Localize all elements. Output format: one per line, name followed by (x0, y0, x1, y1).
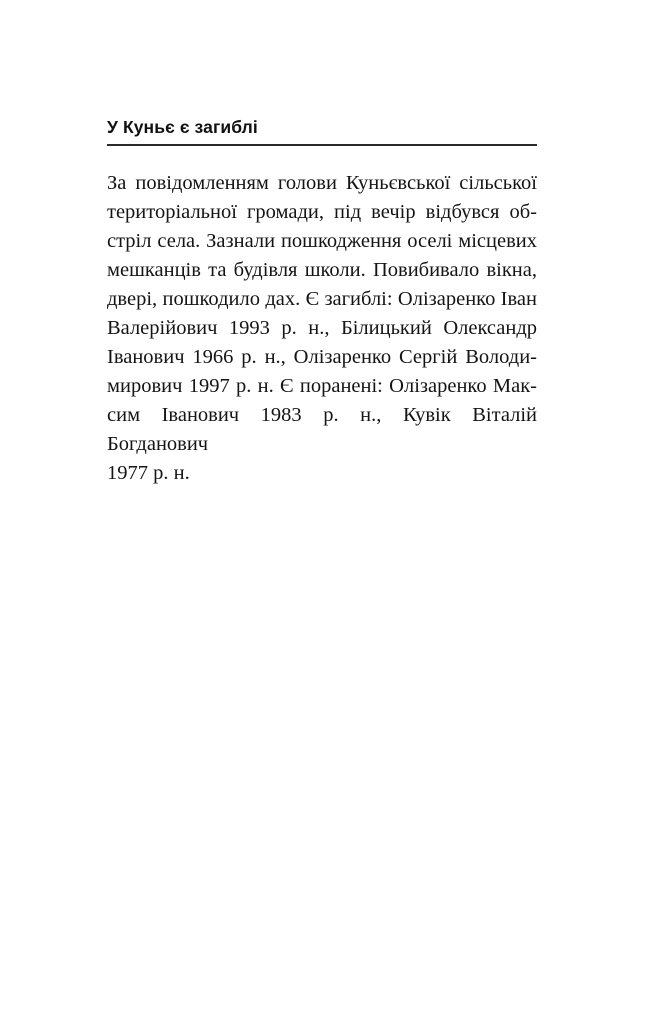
text-line: мешканців та будівля школи. Повибивало вікна, (107, 259, 537, 281)
text-line: територіальної громади, під вечір відбувся об- (107, 201, 537, 223)
text-line: сим Іванович 1983 р. н., Кувік Віталій Богданович (107, 404, 537, 455)
chapter-title: У Куньє є загиблі (107, 117, 258, 137)
text-line: стріл села. Зазнали пошкодження оселі місцевих (107, 230, 537, 252)
text-line: Валерійович 1993 р. н., Білицький Олександр (107, 317, 537, 339)
text-line: 1977 р. н. (107, 462, 190, 484)
text-line: Іванович 1966 р. н., Олізаренко Сергій Володи- (107, 346, 537, 368)
title-rule (107, 144, 537, 146)
text-line: За повідомленням голови Куньєвської сільської (107, 172, 537, 194)
article-paragraph (107, 169, 537, 488)
text-line: мирович 1997 р. н. Є поранені: Олізаренко Мак- (107, 375, 537, 397)
text-line: двері, пошкодило дах. Є загиблі: Олізаренко Іван (107, 288, 537, 310)
